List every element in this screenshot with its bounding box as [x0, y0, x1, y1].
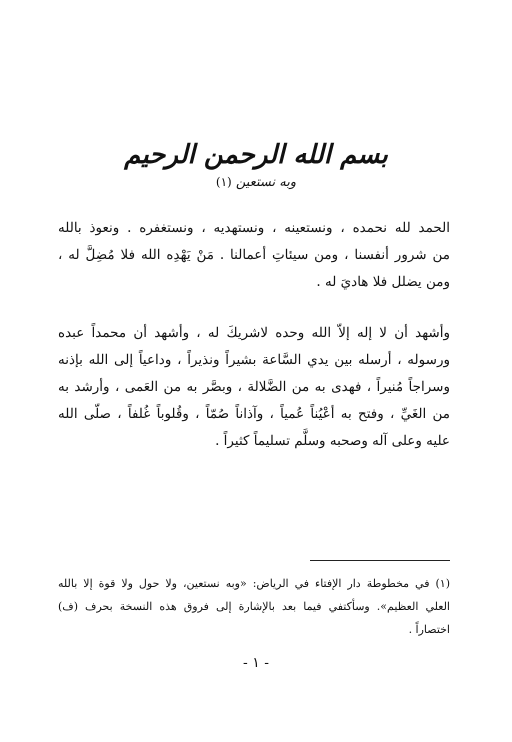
basmala-heading: بسم الله الرحمن الرحيم	[124, 140, 388, 170]
text-line: من شرور أنفسنا ، ومن سيئاتِ أعمالنا . مَنْ يَهْدِه الله فلا مُضِلَّ له ،	[58, 247, 450, 263]
page-number: - ١ -	[243, 655, 269, 671]
paragraph-opening-praise	[58, 215, 450, 296]
text-line: من الغَيِّ ، وفتح به أعْيُناً عُمياً ، وآذاناً صُمّاً ، وقُلوباً غُلفاً ، صلّى الله	[58, 406, 450, 422]
footnote-divider	[310, 560, 450, 561]
text-line: وأشهد أن لا إله إلاّ الله وحده لاشريكَ له ، وأشهد أن محمداً عبده	[58, 325, 450, 341]
text-line: الحمد لله نحمده ، ونستعينه ، ونستهديه ، ونستغفره . ونعوذ بالله	[58, 220, 450, 236]
basmala-subline	[0, 175, 512, 190]
footnote-line: (١) في مخطوطة دار الإفتاء في الرياض: «وبه نستعين، ولا حول ولا قوة إلا بالله	[58, 577, 450, 590]
footnote-line: العلي العظيم». وسأكتفي فيما بعد بالإشارة إلى فروق هذه النسخة بحرف (ف)	[58, 600, 450, 613]
text-line: ومن يضلل فلا هاديَ له .	[316, 274, 450, 290]
footnote-reference: (١)	[215, 175, 232, 189]
footnote	[58, 572, 450, 641]
text-line: عليه وعلى آله وصحبه وسلَّم تسليماً كثيراً .	[215, 433, 450, 449]
text-line: وسراجاً مُنيراً ، فهدى به من الضَّلالة ، وبصَّر به من العَمى ، وأرشد به	[58, 379, 450, 395]
paragraph-testimony	[58, 320, 450, 455]
text-line: ورسوله ، أرسله بين يدي السَّاعة بشيراً ونذيراً ، وداعياً إلى الله بإذنه	[58, 352, 450, 368]
footnote-line: اختصاراً .	[408, 623, 450, 636]
basmala-subline-text: وبه نستعين	[235, 175, 297, 190]
